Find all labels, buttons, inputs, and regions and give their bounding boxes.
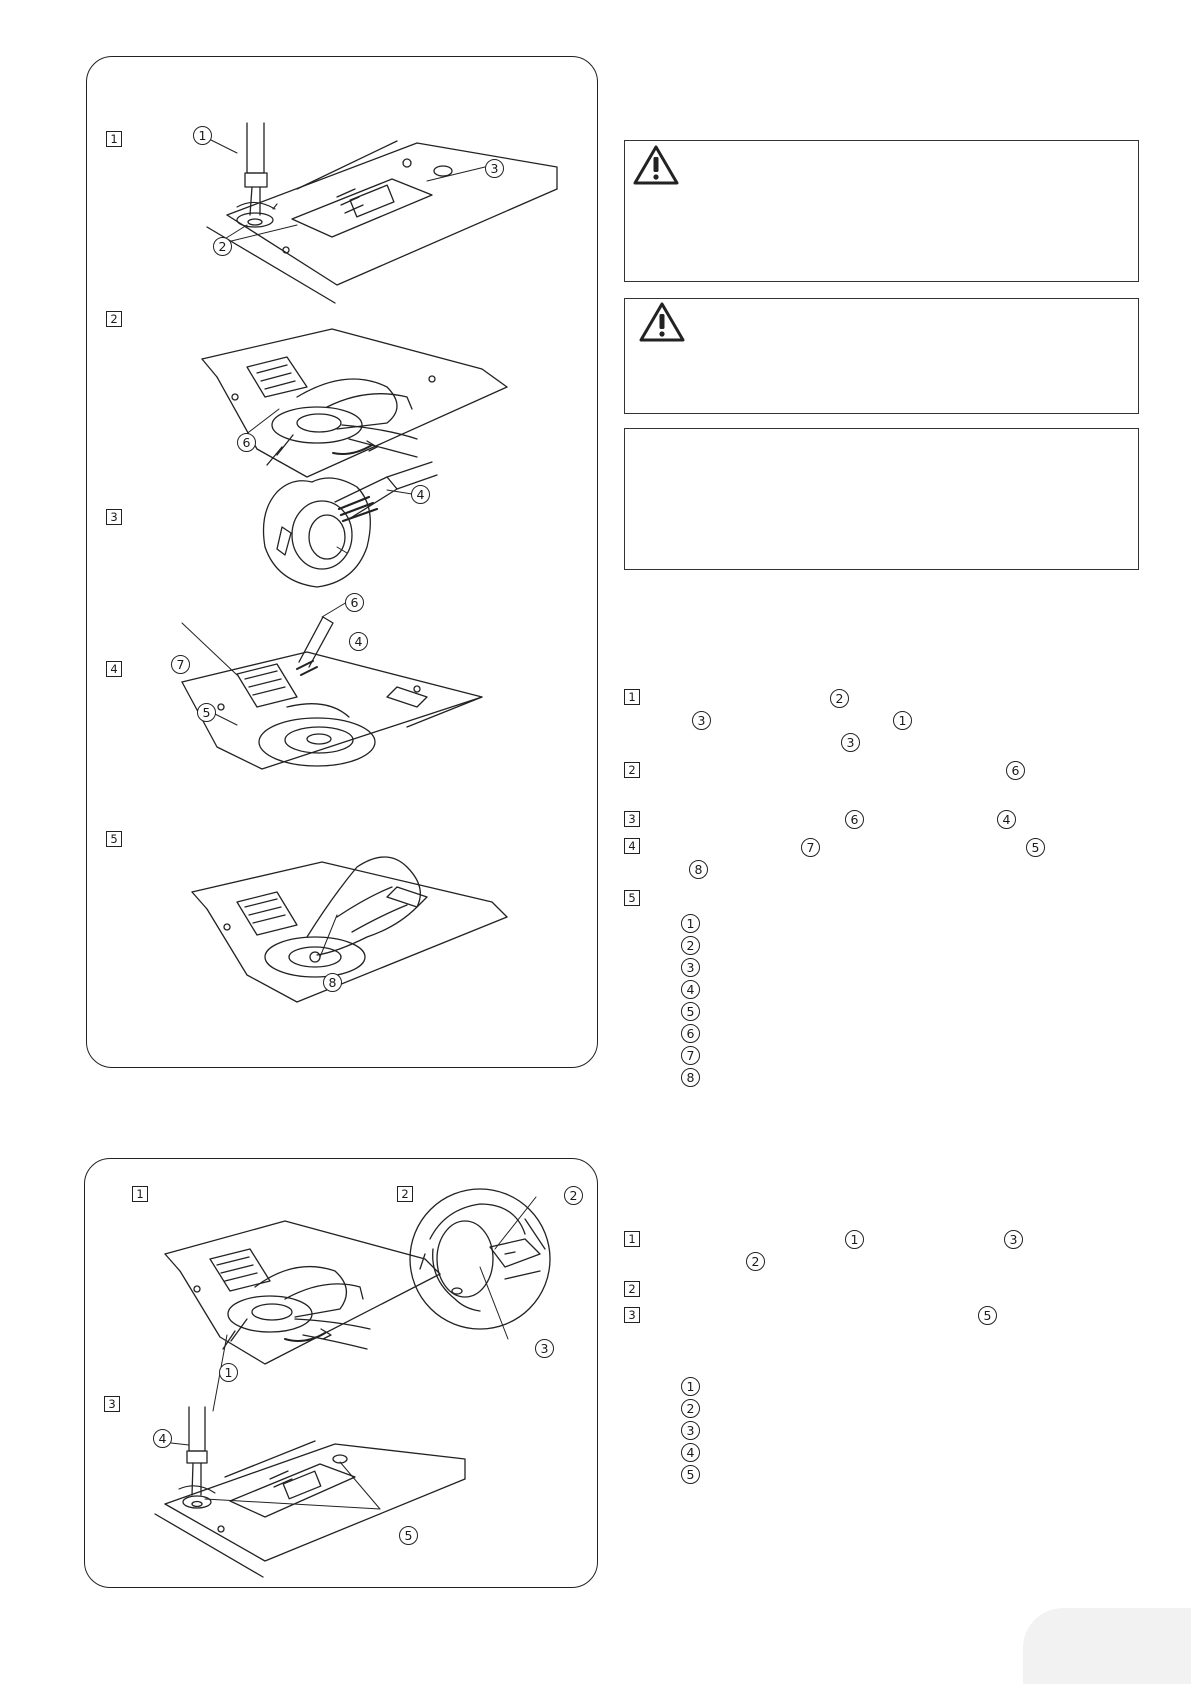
inline-callout: 2 bbox=[830, 689, 849, 708]
callout-marker: 4 bbox=[411, 485, 430, 504]
reassembly-illustration-panel bbox=[84, 1158, 598, 1588]
legend-marker: 4 bbox=[681, 980, 700, 999]
inline-callout: 8 bbox=[689, 860, 708, 879]
step1-insert-bobbin-holder-drawing bbox=[165, 1221, 440, 1364]
callout-marker: 5 bbox=[399, 1526, 418, 1545]
legend-marker: 3 bbox=[681, 1421, 700, 1440]
callout-marker: 6 bbox=[237, 433, 256, 452]
page-number-tab bbox=[1023, 1608, 1191, 1684]
inline-callout: 7 bbox=[801, 838, 820, 857]
callout-marker: 6 bbox=[345, 593, 364, 612]
warning-box bbox=[624, 140, 1139, 282]
step3-replace-needle-plate-drawing bbox=[155, 1407, 465, 1577]
legend-marker: 2 bbox=[681, 936, 700, 955]
step4-hook-race-brush-drawing bbox=[182, 617, 482, 769]
inline-callout: 5 bbox=[1026, 838, 1045, 857]
step1-needle-plate-drawing bbox=[207, 123, 557, 303]
legend-marker: 1 bbox=[681, 914, 700, 933]
step-number-box: 5 bbox=[624, 890, 640, 906]
legend-marker: 3 bbox=[681, 958, 700, 977]
callout-marker: 3 bbox=[535, 1339, 554, 1358]
callout-marker: 4 bbox=[349, 632, 368, 651]
callout-marker: 8 bbox=[323, 973, 342, 992]
legend-marker: 2 bbox=[681, 1399, 700, 1418]
inline-callout: 3 bbox=[692, 711, 711, 730]
step-number-box: 3 bbox=[624, 1307, 640, 1323]
cleaning-illustrations bbox=[87, 57, 599, 1069]
step-number-box: 3 bbox=[104, 1396, 120, 1412]
callout-marker: 4 bbox=[153, 1429, 172, 1448]
step-number-box: 1 bbox=[624, 689, 640, 705]
step-number-box: 2 bbox=[106, 311, 122, 327]
legend-marker: 1 bbox=[681, 1377, 700, 1396]
caution-box bbox=[624, 298, 1139, 414]
warning-triangle-icon bbox=[638, 301, 686, 343]
warning-triangle-icon bbox=[632, 144, 680, 186]
step-number-box: 3 bbox=[106, 509, 122, 525]
callout-marker: 5 bbox=[197, 703, 216, 722]
legend-marker: 6 bbox=[681, 1024, 700, 1043]
callout-marker: 1 bbox=[193, 126, 212, 145]
step-number-box: 5 bbox=[106, 831, 122, 847]
callout-marker: 2 bbox=[213, 237, 232, 256]
inline-callout: 2 bbox=[746, 1252, 765, 1271]
step-number-box: 3 bbox=[624, 811, 640, 827]
inline-callout: 3 bbox=[841, 733, 860, 752]
step2-remove-bobbin-holder-drawing bbox=[202, 329, 507, 477]
callout-marker: 1 bbox=[219, 1363, 238, 1382]
inline-callout: 1 bbox=[845, 1230, 864, 1249]
step-number-box: 1 bbox=[132, 1186, 148, 1202]
inline-callout: 3 bbox=[1004, 1230, 1023, 1249]
legend-marker: 5 bbox=[681, 1002, 700, 1021]
inline-callout: 5 bbox=[978, 1306, 997, 1325]
inline-callout: 6 bbox=[1006, 761, 1025, 780]
step-number-box: 1 bbox=[624, 1231, 640, 1247]
legend-marker: 8 bbox=[681, 1068, 700, 1087]
callout-marker: 2 bbox=[564, 1186, 583, 1205]
step-number-box: 2 bbox=[624, 1281, 640, 1297]
step-number-box: 2 bbox=[624, 762, 640, 778]
legend-marker: 5 bbox=[681, 1465, 700, 1484]
step-number-box: 2 bbox=[397, 1186, 413, 1202]
step-number-box: 1 bbox=[106, 131, 122, 147]
panel2-leader-lines bbox=[171, 1197, 536, 1509]
legend-marker: 4 bbox=[681, 1443, 700, 1462]
step-number-box: 4 bbox=[624, 838, 640, 854]
inline-callout: 6 bbox=[845, 810, 864, 829]
note-box bbox=[624, 428, 1139, 570]
inline-callout: 1 bbox=[893, 711, 912, 730]
step-number-box: 4 bbox=[106, 661, 122, 677]
legend-marker: 7 bbox=[681, 1046, 700, 1065]
step5-wipe-race-drawing bbox=[192, 857, 507, 1002]
panel1-leader-lines bbox=[182, 137, 485, 957]
callout-marker: 3 bbox=[485, 159, 504, 178]
step2-stopper-alignment-drawing bbox=[410, 1189, 550, 1329]
inline-callout: 4 bbox=[997, 810, 1016, 829]
reassembly-illustrations bbox=[85, 1159, 599, 1589]
callout-marker: 7 bbox=[171, 655, 190, 674]
step3-bobbin-holder-brush-drawing bbox=[264, 462, 438, 587]
cleaning-illustration-panel bbox=[86, 56, 598, 1068]
